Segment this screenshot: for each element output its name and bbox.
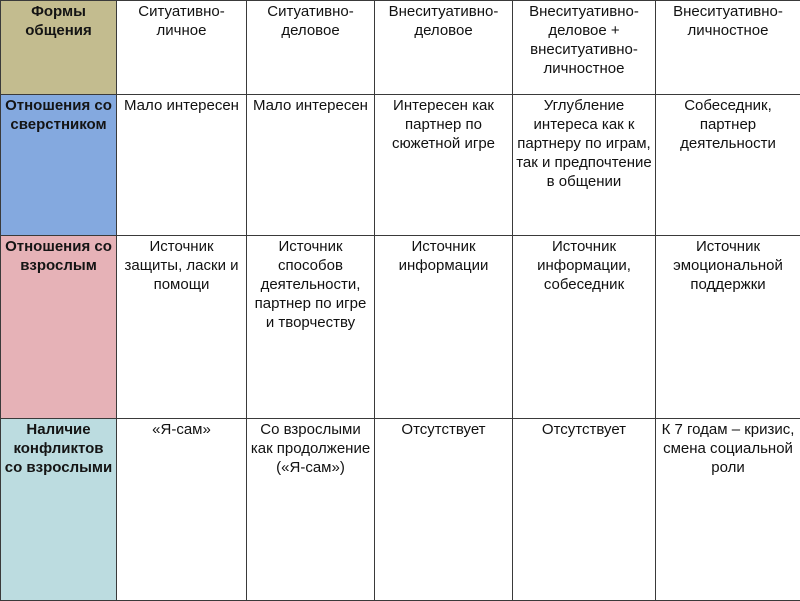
table-cell: К 7 годам – кризис, смена социальной роли [656,419,800,601]
column-header: Внеситуативно-деловое + внеситуативно-личностное [513,1,656,95]
column-header: Ситуативно-деловое [247,1,375,95]
table-cell: Собеседник, партнер деятельности [656,95,800,236]
column-header: Внеситуативно-деловое [375,1,513,95]
header-corner-cell [1,1,117,95]
table-cell: Интересен как партнер по сюжетной игре [375,95,513,236]
column-header: Ситуативно-личное [117,1,247,95]
table-row [1,95,800,236]
table-cell: Со взрослыми как продолжение («Я-сам») [247,419,375,601]
table-cell: Мало интересен [117,95,247,236]
table-cell: Источник эмоциональной поддержки [656,236,800,419]
row-header-peer: Отношения со сверстником [1,95,117,236]
table-cell: «Я-сам» [117,419,247,601]
row-header-adult: Отношения со взрослым [1,236,117,419]
table-cell: Отсутствует [375,419,513,601]
table-cell: Мало интересен [247,95,375,236]
table-cell: Источник информации [375,236,513,419]
table-row [1,236,800,419]
row-header-conflicts: Наличие конфликтов со взрослыми [1,419,117,601]
table-cell: Источник способов деятельности, партнер по игре и творчеству [247,236,375,419]
column-header: Внеситуативно-личностное [656,1,800,95]
header-corner-label: Формы общения [4,2,113,40]
table-cell: Источник информации, собеседник [513,236,656,419]
table-cell: Источник защиты, ласки и помощи [117,236,247,419]
table-row [1,419,800,601]
header-row [1,1,800,95]
table-cell: Отсутствует [513,419,656,601]
table-cell: Углубление интереса как к партнеру по играм, так и предпочтение в общении [513,95,656,236]
